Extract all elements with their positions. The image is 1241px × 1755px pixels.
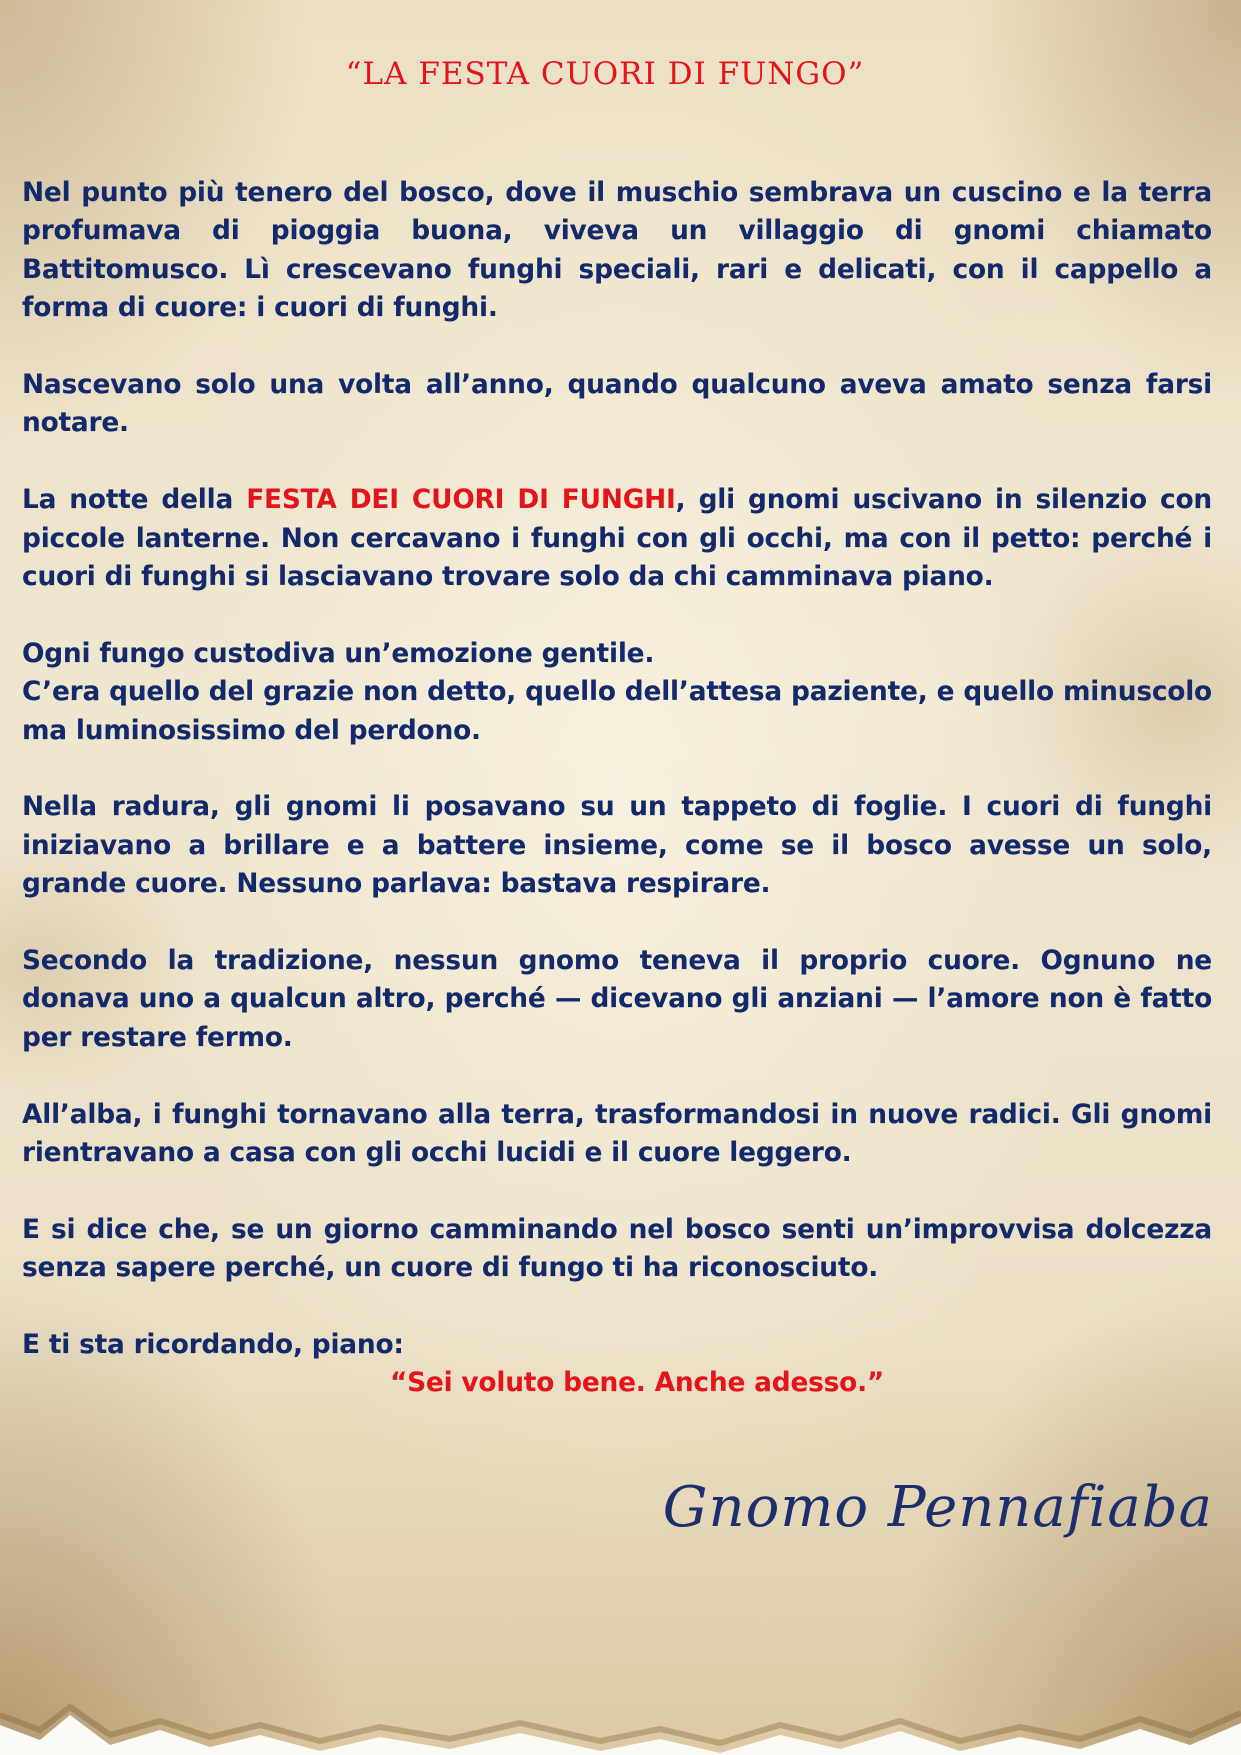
festa-text-after: , gli gnomi uscivano in silenzio con piccole lanterne. Non cercavano i funghi con gli occhi, ma con il petto: perché i cuori di funghi si lasciavano trovare solo da chi camminava piano.: [22, 484, 1212, 593]
paragraph-radura: Nella radura, gli gnomi li posavano su un tappeto di foglie. I cuori di funghi iniziavano a brillare e a battere insieme, come se il bosco avesse un solo, grande cuore. Nessuno parlava: bastava respirare.: [22, 791, 1212, 900]
festa-text-before: La notte della: [22, 484, 247, 516]
paragraph-dolcezza: E si dice che, se un giorno camminando nel bosco senti un’improvvisa dolcezza senza sapere perché, un cuore di fungo ti ha riconosciuto.: [22, 1213, 1212, 1284]
festa-highlight: FESTA DEI CUORI DI FUNGHI: [246, 484, 676, 516]
story-body: [22, 174, 1212, 1403]
paragraph-nascevano: Nascevano solo una volta all’anno, quando qualcuno aveva amato senza farsi notare.: [22, 369, 1212, 439]
paragraph-intro: Nel punto più tenero del bosco, dove il muschio sembrava un cuscino e la terra profumava di pioggia buona, viveva un villaggio di gnomi chiamato Battitomusco. Lì crescevano funghi speciali, rari e delicati, con il cappello a forma di cuore: i cuori di funghi.: [22, 177, 1212, 324]
paragraph-closing: E ti sta ricordando, piano:: [22, 1329, 404, 1361]
paragraph-grazie: C’era quello del grazie non detto, quello dell’attesa paziente, e quello minuscolo ma luminosissimo del perdono.: [22, 676, 1212, 746]
torn-paper-edge: [0, 1685, 1241, 1755]
paragraph-emozione: Ogni fungo custodiva un’emozione gentile.: [22, 637, 655, 669]
author-signature: Gnomo Pennafiaba: [662, 1475, 1213, 1540]
paragraph-alba: All’alba, i funghi tornavano alla terra, trasformandosi in nuove radici. Gli gnomi rientravano a casa con gli occhi lucidi e il cuore leggero.: [22, 1098, 1212, 1169]
closing-quote: “Sei voluto bene. Anche adesso.”: [389, 1367, 885, 1399]
paragraph-tradizione: Secondo la tradizione, nessun gnomo teneva il proprio cuore. Ognuno ne donava uno a qualcun altro, perché — dicevano gli anziani — l’amore non è fatto per restare fermo.: [22, 945, 1212, 1053]
paragraph-festa: [22, 481, 1212, 596]
story-title: “LA FESTA CUORI DI FUNGO”: [345, 56, 865, 92]
